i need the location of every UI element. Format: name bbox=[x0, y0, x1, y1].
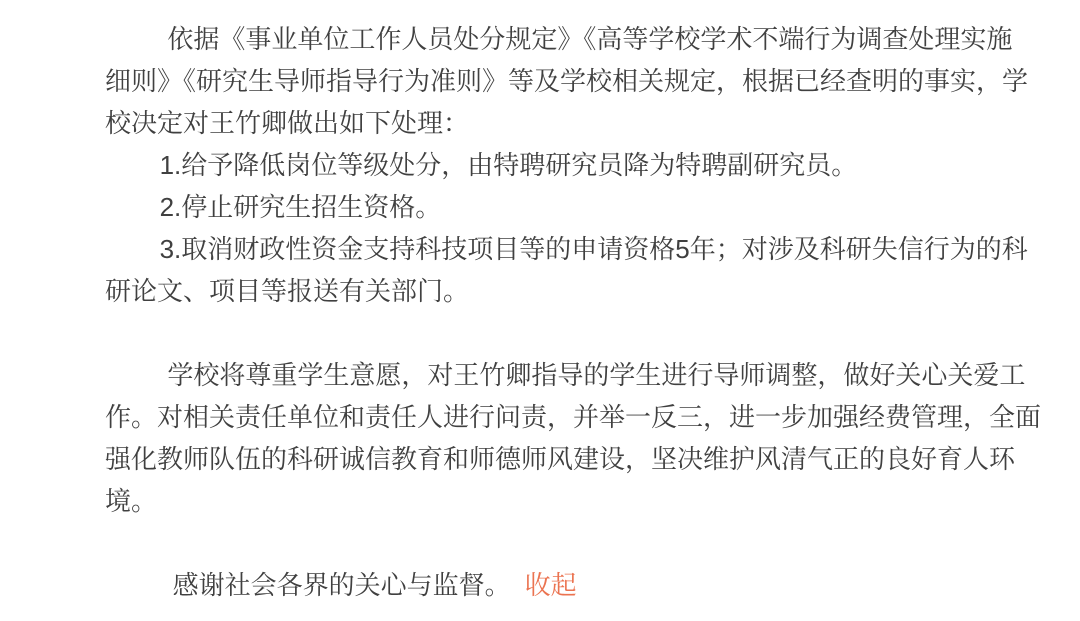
text-line bbox=[105, 18, 1050, 60]
text-line-content: 研论文、项目等报送有关部门。 bbox=[105, 276, 470, 306]
paragraph-block bbox=[105, 564, 1050, 606]
text-line-content: 境。 bbox=[105, 486, 158, 516]
text-line-content: 校决定对王竹卿做出如下处理： bbox=[105, 108, 470, 138]
text-line-content: 细则》《研究生导师指导行为准则》等及学校相关规定，根据已经查明的事实，学 bbox=[105, 66, 1029, 96]
text-line bbox=[105, 186, 1050, 228]
text-line-content: 学校将尊重学生意愿，对王竹卿指导的学生进行导师调整，做好关心关爱工 bbox=[167, 360, 1026, 390]
text-line bbox=[105, 228, 1050, 270]
text-line-content: 感谢社会各界的关心与监督。 bbox=[172, 570, 511, 600]
collapse-toggle-link[interactable]: 收起 bbox=[524, 570, 577, 600]
text-line-content: 依据《事业单位工作人员处分规定》《高等学校学术不端行为调查处理实施 bbox=[167, 24, 1013, 54]
text-line-content: 1.给予降低岗位等级处分，由特聘研究员降为特聘副研究员。 bbox=[159, 150, 858, 180]
text-line bbox=[105, 438, 1050, 480]
text-line bbox=[105, 144, 1050, 186]
text-line-content: 强化教师队伍的科研诚信教育和师德师风建设，坚决维护风清气正的良好育人环 bbox=[105, 444, 1016, 474]
text-line bbox=[105, 60, 1050, 102]
text-line bbox=[105, 480, 1050, 522]
text-line bbox=[105, 270, 1050, 312]
paragraph-block bbox=[105, 18, 1050, 312]
text-line bbox=[105, 564, 1050, 606]
text-line bbox=[105, 102, 1050, 144]
paragraph-block bbox=[105, 354, 1050, 522]
text-line-content: 2.停止研究生招生资格。 bbox=[159, 192, 442, 222]
text-line-content: 3.取消财政性资金支持科技项目等的申请资格5年；对涉及科研失信行为的科 bbox=[159, 234, 1028, 264]
text-line bbox=[105, 354, 1050, 396]
text-line bbox=[105, 396, 1050, 438]
text-line-content: 作。对相关责任单位和责任人进行问责，并举一反三，进一步加强经费管理，全面 bbox=[105, 402, 1042, 432]
